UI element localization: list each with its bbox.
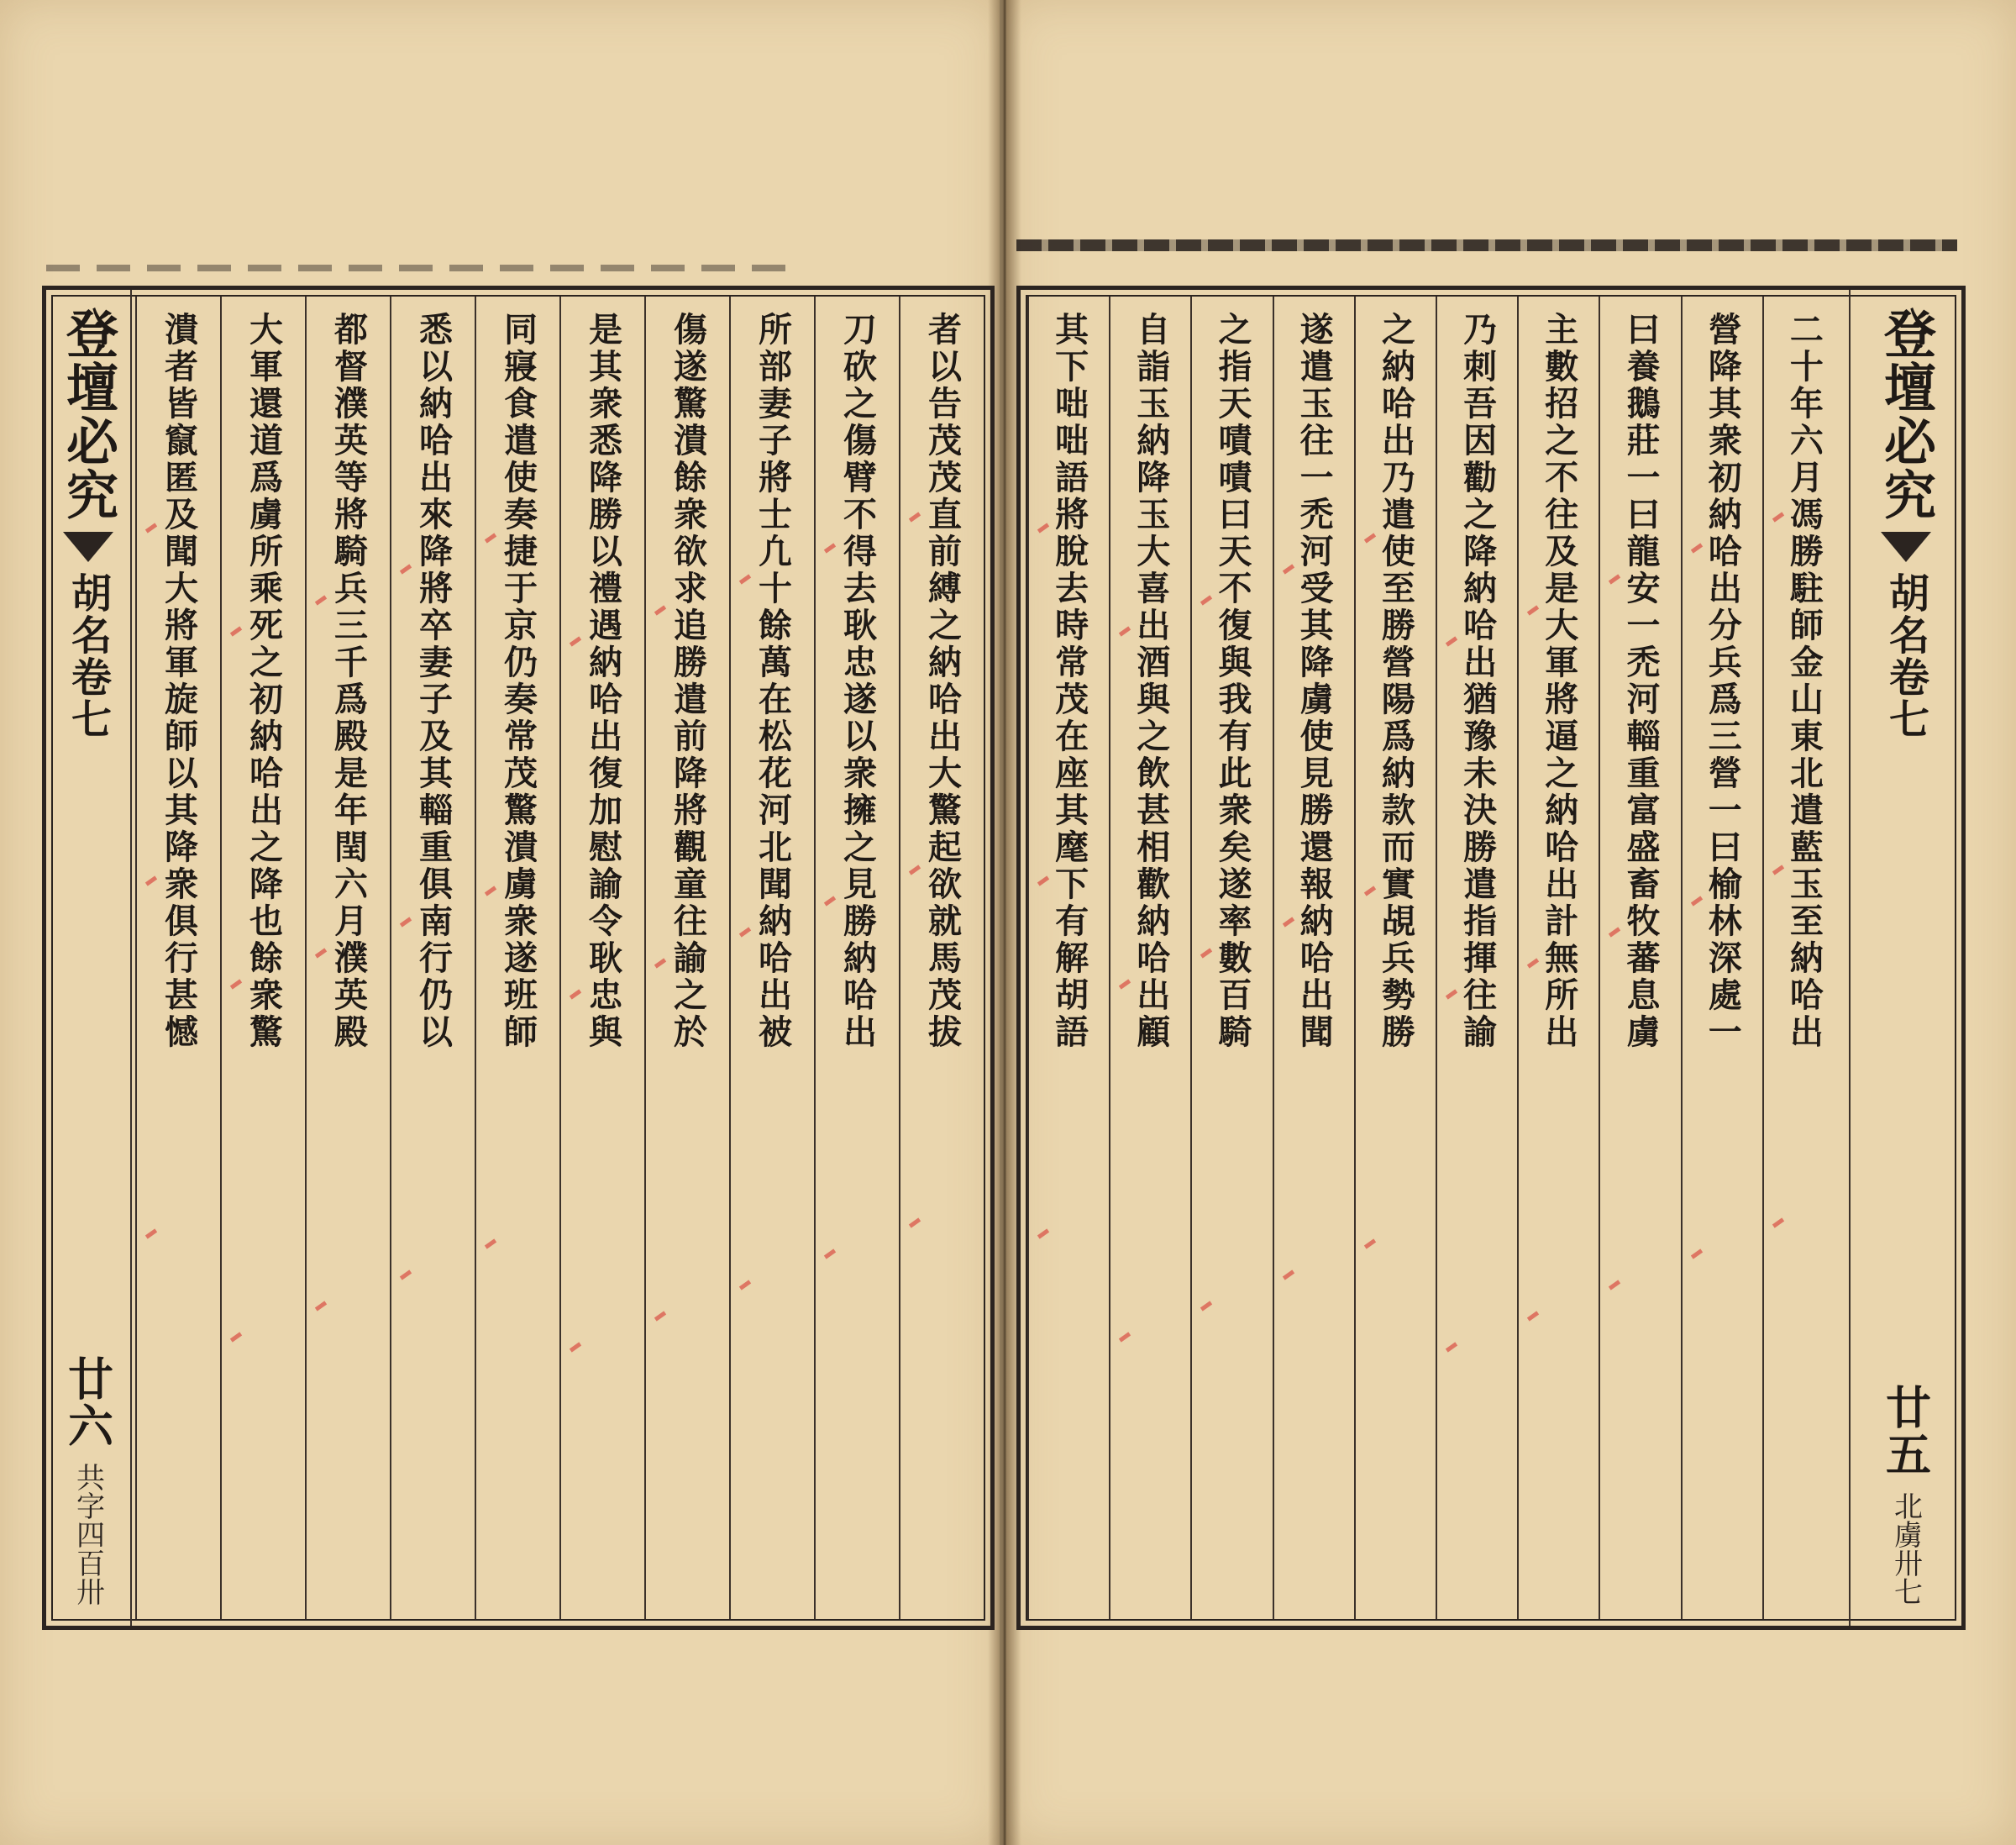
red-punctuation-mark: [570, 1342, 581, 1352]
red-punctuation-mark: [1609, 574, 1620, 584]
text-column: [1354, 297, 1436, 1619]
red-punctuation-mark: [315, 948, 327, 958]
right-text-frame: [1016, 286, 1966, 1630]
left-banxin-note: 共字四百卅: [71, 1463, 105, 1606]
page-top-border: [1016, 239, 1957, 251]
red-punctuation-mark: [485, 533, 496, 543]
text-column: [1517, 297, 1599, 1619]
page-top-border-left: [46, 265, 802, 271]
column-text: 遂遣玉往一禿河受其降虜使見勝還報納哈出聞: [1294, 312, 1335, 1051]
red-punctuation-mark: [1200, 595, 1212, 605]
red-punctuation-mark: [1446, 989, 1457, 999]
red-punctuation-mark: [485, 1238, 496, 1248]
left-columns: [135, 297, 984, 1619]
red-punctuation-mark: [654, 1311, 666, 1321]
column-text: 是其衆悉降勝以禮遇納哈出復加慰諭令耿忠與: [583, 312, 623, 1051]
red-punctuation-mark: [1364, 886, 1376, 896]
red-punctuation-mark: [1446, 1342, 1457, 1352]
column-text: 都督濮英等將騎兵三千爲殿是年閏六月濮英殿: [328, 312, 369, 1051]
column-text: 自詣玉納降玉大喜出酒與之飲甚相歡納哈出顧: [1131, 312, 1171, 1051]
red-punctuation-mark: [654, 605, 666, 615]
red-punctuation-mark: [485, 886, 496, 896]
column-text: 所部妻子將士凢十餘萬在松花河北聞納哈出被: [753, 312, 793, 1051]
text-column: [1599, 297, 1680, 1619]
column-text: 刀砍之傷臂不得去耿忠遂以衆擁之見勝納哈出: [837, 312, 878, 1051]
red-punctuation-mark: [400, 1269, 412, 1280]
column-text: 之指天嘖嘖曰天不復與我有此衆矣遂率數百騎: [1212, 312, 1252, 1051]
column-text: 曰養鵝莊一曰龍安一禿河輜重富盛畜牧蕃息虜: [1620, 312, 1661, 1051]
red-punctuation-mark: [739, 574, 751, 584]
red-punctuation-mark: [1119, 979, 1131, 989]
red-punctuation-mark: [909, 1217, 921, 1227]
text-column: [814, 297, 899, 1619]
red-punctuation-mark: [145, 1228, 157, 1238]
red-punctuation-mark: [909, 865, 921, 875]
text-column: [1109, 297, 1190, 1619]
red-punctuation-mark: [739, 927, 751, 937]
column-text: 營降其衆初納哈出分兵爲三營一曰榆林深處一: [1703, 312, 1743, 1051]
column-text: 二十年六月馮勝駐師金山東北遣藍玉至納哈出: [1784, 312, 1824, 1051]
red-punctuation-mark: [1690, 896, 1702, 906]
text-column: [305, 297, 390, 1619]
text-column: [1190, 297, 1272, 1619]
red-punctuation-mark: [1364, 533, 1376, 543]
red-punctuation-mark: [1037, 875, 1049, 886]
column-text: 悉以納哈出來降將卒妻子及其輜重俱南行仍以: [413, 312, 454, 1051]
red-punctuation-mark: [1609, 927, 1620, 937]
column-text: 者以告茂茂直前縛之納哈出大驚起欲就馬茂拔: [922, 312, 963, 1051]
red-punctuation-mark: [570, 989, 581, 999]
left-banxin-title: 登壇必究: [57, 307, 119, 522]
red-punctuation-mark: [145, 523, 157, 533]
text-column: [1027, 297, 1109, 1619]
red-punctuation-mark: [570, 636, 581, 646]
text-column: [559, 297, 644, 1619]
red-punctuation-mark: [1772, 1217, 1784, 1227]
red-punctuation-mark: [400, 564, 412, 574]
red-punctuation-mark: [654, 958, 666, 968]
red-punctuation-mark: [739, 1280, 751, 1290]
text-column: [390, 297, 475, 1619]
column-text: 同寢食遣使奏捷于京仍奏常茂驚潰虜衆遂班師: [498, 312, 538, 1051]
red-punctuation-mark: [315, 595, 327, 605]
column-text: 之納哈出乃遣使至勝營陽爲納款而實覘兵勢勝: [1376, 312, 1416, 1051]
red-punctuation-mark: [230, 1332, 242, 1342]
red-punctuation-mark: [1772, 512, 1784, 522]
text-column: [899, 297, 984, 1619]
text-column: [644, 297, 729, 1619]
right-banxin-volume: 胡名卷七: [1882, 572, 1929, 740]
red-punctuation-mark: [824, 1248, 836, 1259]
fishtail-icon: [1881, 532, 1931, 562]
text-column: [729, 297, 814, 1619]
left-text-frame: [42, 286, 995, 1630]
red-punctuation-mark: [1037, 523, 1049, 533]
red-punctuation-mark: [1446, 636, 1457, 646]
red-punctuation-mark: [1527, 605, 1539, 615]
text-column: [220, 297, 305, 1619]
left-banxin: [46, 290, 132, 1626]
right-banxin-page: 廿五: [1878, 1384, 1933, 1478]
red-punctuation-mark: [824, 543, 836, 553]
red-punctuation-mark: [1119, 1332, 1131, 1342]
right-banxin-title: 登壇必究: [1875, 307, 1937, 522]
right-banxin-note: 北虜卅七: [1888, 1491, 1923, 1606]
column-text: 潰者皆竄匿及聞大將軍旋師以其降衆俱行甚憾: [159, 312, 199, 1051]
red-punctuation-mark: [824, 896, 836, 906]
text-column: [135, 297, 220, 1619]
red-punctuation-mark: [1772, 865, 1784, 875]
red-punctuation-mark: [909, 512, 921, 522]
red-punctuation-mark: [1119, 626, 1131, 636]
column-text: 乃刺吾因勸之降納哈出猶豫未決勝遣指揮往諭: [1457, 312, 1498, 1051]
red-punctuation-mark: [1282, 917, 1294, 927]
column-text: 大軍還道爲虜所乘死之初納哈出之降也餘衆驚: [244, 312, 284, 1051]
red-punctuation-mark: [1690, 1248, 1702, 1259]
red-punctuation-mark: [1282, 1269, 1294, 1280]
red-punctuation-mark: [1690, 543, 1702, 553]
red-punctuation-mark: [1200, 948, 1212, 958]
red-punctuation-mark: [145, 875, 157, 886]
column-text: 其下咄咄語將脫去時常茂在座其麾下有解胡語: [1049, 312, 1089, 1051]
red-punctuation-mark: [315, 1301, 327, 1311]
left-banxin-volume: 胡名卷七: [64, 572, 112, 740]
text-column: [1273, 297, 1354, 1619]
red-punctuation-mark: [230, 979, 242, 989]
column-text: 主數招之不往及是大軍將逼之納哈出計無所出: [1539, 312, 1579, 1051]
text-column: [475, 297, 559, 1619]
red-punctuation-mark: [1364, 1238, 1376, 1248]
red-punctuation-mark: [1609, 1280, 1620, 1290]
text-column: [1436, 297, 1517, 1619]
right-columns: [1027, 297, 1844, 1619]
text-column: [1681, 297, 1762, 1619]
right-banxin: [1849, 290, 1961, 1626]
column-text: 傷遂驚潰餘衆欲求追勝遣前降將觀童往諭之於: [668, 312, 708, 1051]
left-banxin-page: 廿六: [60, 1355, 115, 1449]
red-punctuation-mark: [1527, 958, 1539, 968]
red-punctuation-mark: [1200, 1301, 1212, 1311]
red-punctuation-mark: [1527, 1311, 1539, 1321]
red-punctuation-mark: [1282, 564, 1294, 574]
red-punctuation-mark: [400, 917, 412, 927]
red-punctuation-mark: [230, 626, 242, 636]
fishtail-icon: [63, 532, 113, 562]
red-punctuation-mark: [1037, 1228, 1049, 1238]
text-column: [1762, 297, 1844, 1619]
